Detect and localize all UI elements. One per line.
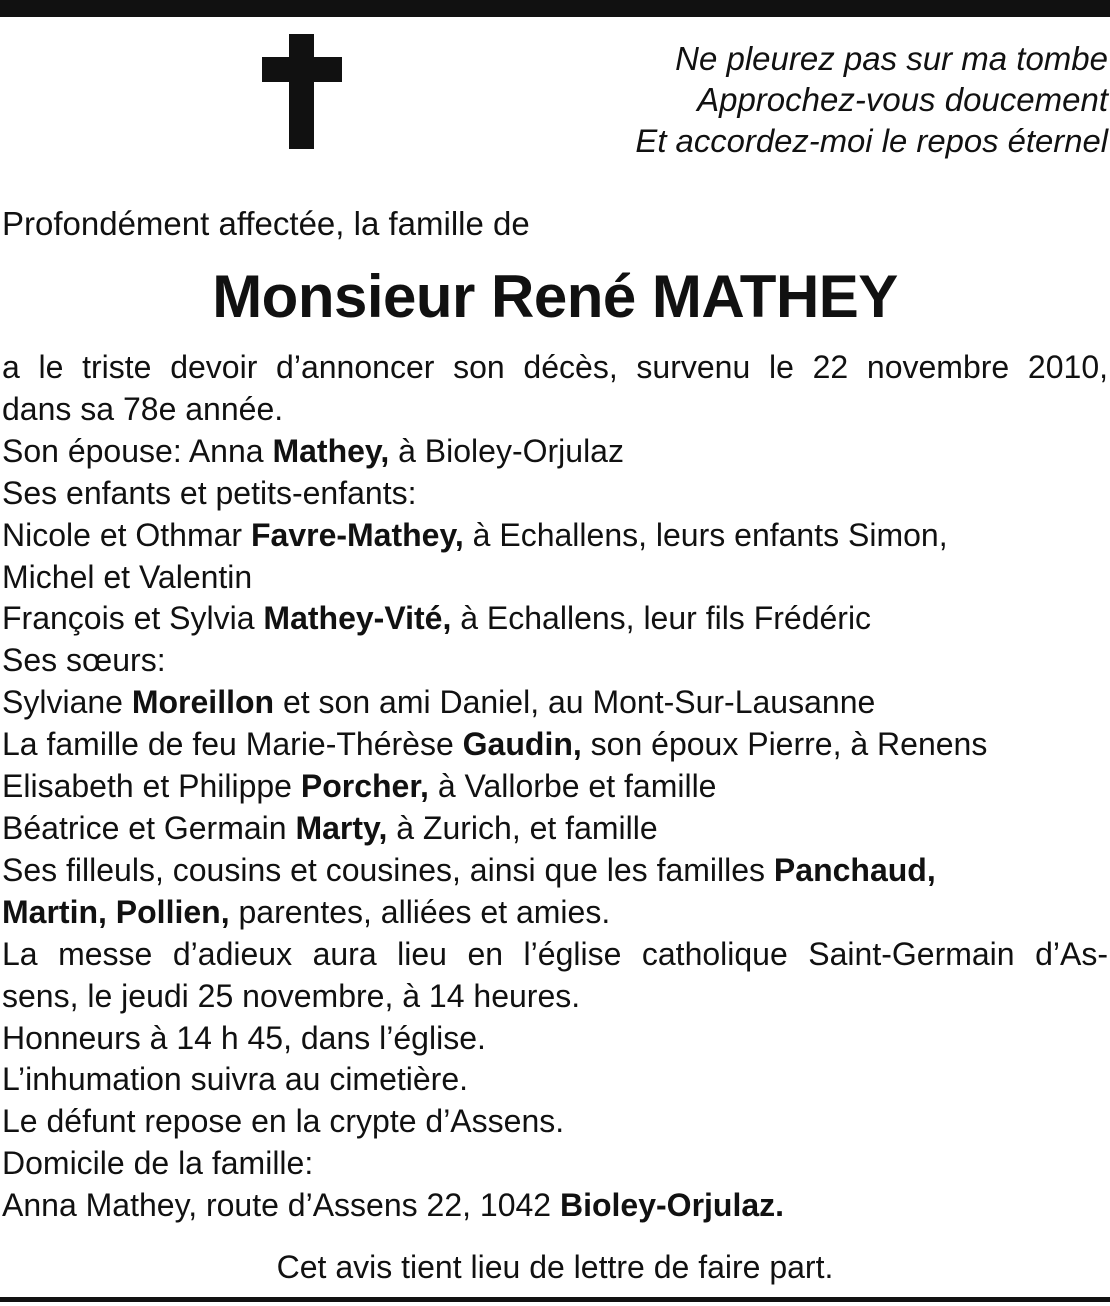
text: à Echallens, leurs enfants Simon, [463, 516, 948, 553]
others-line [2, 850, 1108, 892]
text: à Vallorbe et famille [428, 768, 717, 805]
cross-icon [262, 34, 342, 149]
announce-line: dans sa 78e année. [2, 390, 284, 427]
locality: Bioley-Orjulaz. [559, 1187, 785, 1224]
child-line [2, 598, 1108, 640]
surname: Porcher, [300, 768, 429, 805]
poem [635, 38, 1108, 161]
spouse-line [2, 431, 1108, 473]
rest-line: Le défunt repose en la crypte d’Assens. [2, 1103, 565, 1140]
sisters-heading: Ses sœurs: [2, 642, 166, 679]
bottom-rule [0, 1297, 1110, 1302]
text: Elisabeth et Philippe [2, 768, 301, 805]
text: son époux Pierre, à Renens [581, 726, 988, 763]
surname: Marty, [295, 809, 388, 846]
text: Son épouse: Anna [2, 432, 273, 469]
text: parentes, alliées et amies. [229, 893, 611, 930]
mass-line: La messe d’adieux aura lieu en l’église catholique Saint-Germain d’As- [2, 935, 1108, 972]
sister-line [2, 766, 1108, 808]
honours-line: Honneurs à 14 h 45, dans l’église. [2, 1019, 486, 1056]
text: Ses filleuls, cousins et cousines, ainsi que les familles [2, 851, 774, 888]
child-line: Michel et Valentin [2, 558, 253, 595]
text: à Zurich, et famille [387, 809, 658, 846]
text: à Echallens, leur fils Frédéric [451, 600, 872, 637]
home-line [2, 1185, 1108, 1227]
announce-line: a le triste devoir d’annoncer son décès, survenu le 22 novembre 2010, [2, 349, 1108, 385]
sister-line [2, 808, 1108, 850]
surname: Favre-Mathey, [250, 516, 464, 553]
surname: Mathey-Vité, [263, 600, 452, 637]
poem-line: Ne pleurez pas sur ma tombe [675, 40, 1108, 77]
surname: Gaudin, [462, 726, 582, 763]
mass-line: sens, le jeudi 25 novembre, à 14 heures. [2, 977, 581, 1014]
sister-line [2, 682, 1108, 724]
surname: Mathey, [272, 432, 390, 469]
top-rule [0, 0, 1110, 17]
text: Nicole et Othmar [2, 516, 251, 553]
text: Anna Mathey, route d’Assens 22, 1042 [2, 1187, 560, 1224]
surname: Moreillon [131, 684, 275, 721]
text: à Bioley-Orjulaz [389, 432, 624, 469]
surname: Martin, Pollien, [2, 893, 230, 930]
notice-body [2, 347, 1108, 1227]
others-line [2, 892, 1108, 934]
children-heading: Ses enfants et petits-enfants: [2, 474, 417, 511]
poem-line: Approchez-vous doucement [697, 81, 1108, 118]
deceased-name: Monsieur René MATHEY [212, 263, 898, 330]
intro-text: Profondément affectée, la famille de [2, 205, 530, 242]
text: et son ami Daniel, au Mont-Sur-Lausanne [274, 684, 876, 721]
text: Sylviane [2, 684, 132, 721]
burial-line: L’inhumation suivra au cimetière. [2, 1061, 469, 1098]
closing-text: Cet avis tient lieu de lettre de faire part. [276, 1249, 834, 1285]
poem-line: Et accordez-moi le repos éternel [635, 122, 1108, 159]
sister-line [2, 724, 1108, 766]
child-line [2, 515, 1108, 557]
surname: Panchaud, [773, 851, 936, 888]
text: François et Sylvia [2, 600, 264, 637]
home-heading: Domicile de la famille: [2, 1145, 314, 1182]
text: Béatrice et Germain [2, 809, 296, 846]
text: La famille de feu Marie-Thérèse [2, 726, 463, 763]
